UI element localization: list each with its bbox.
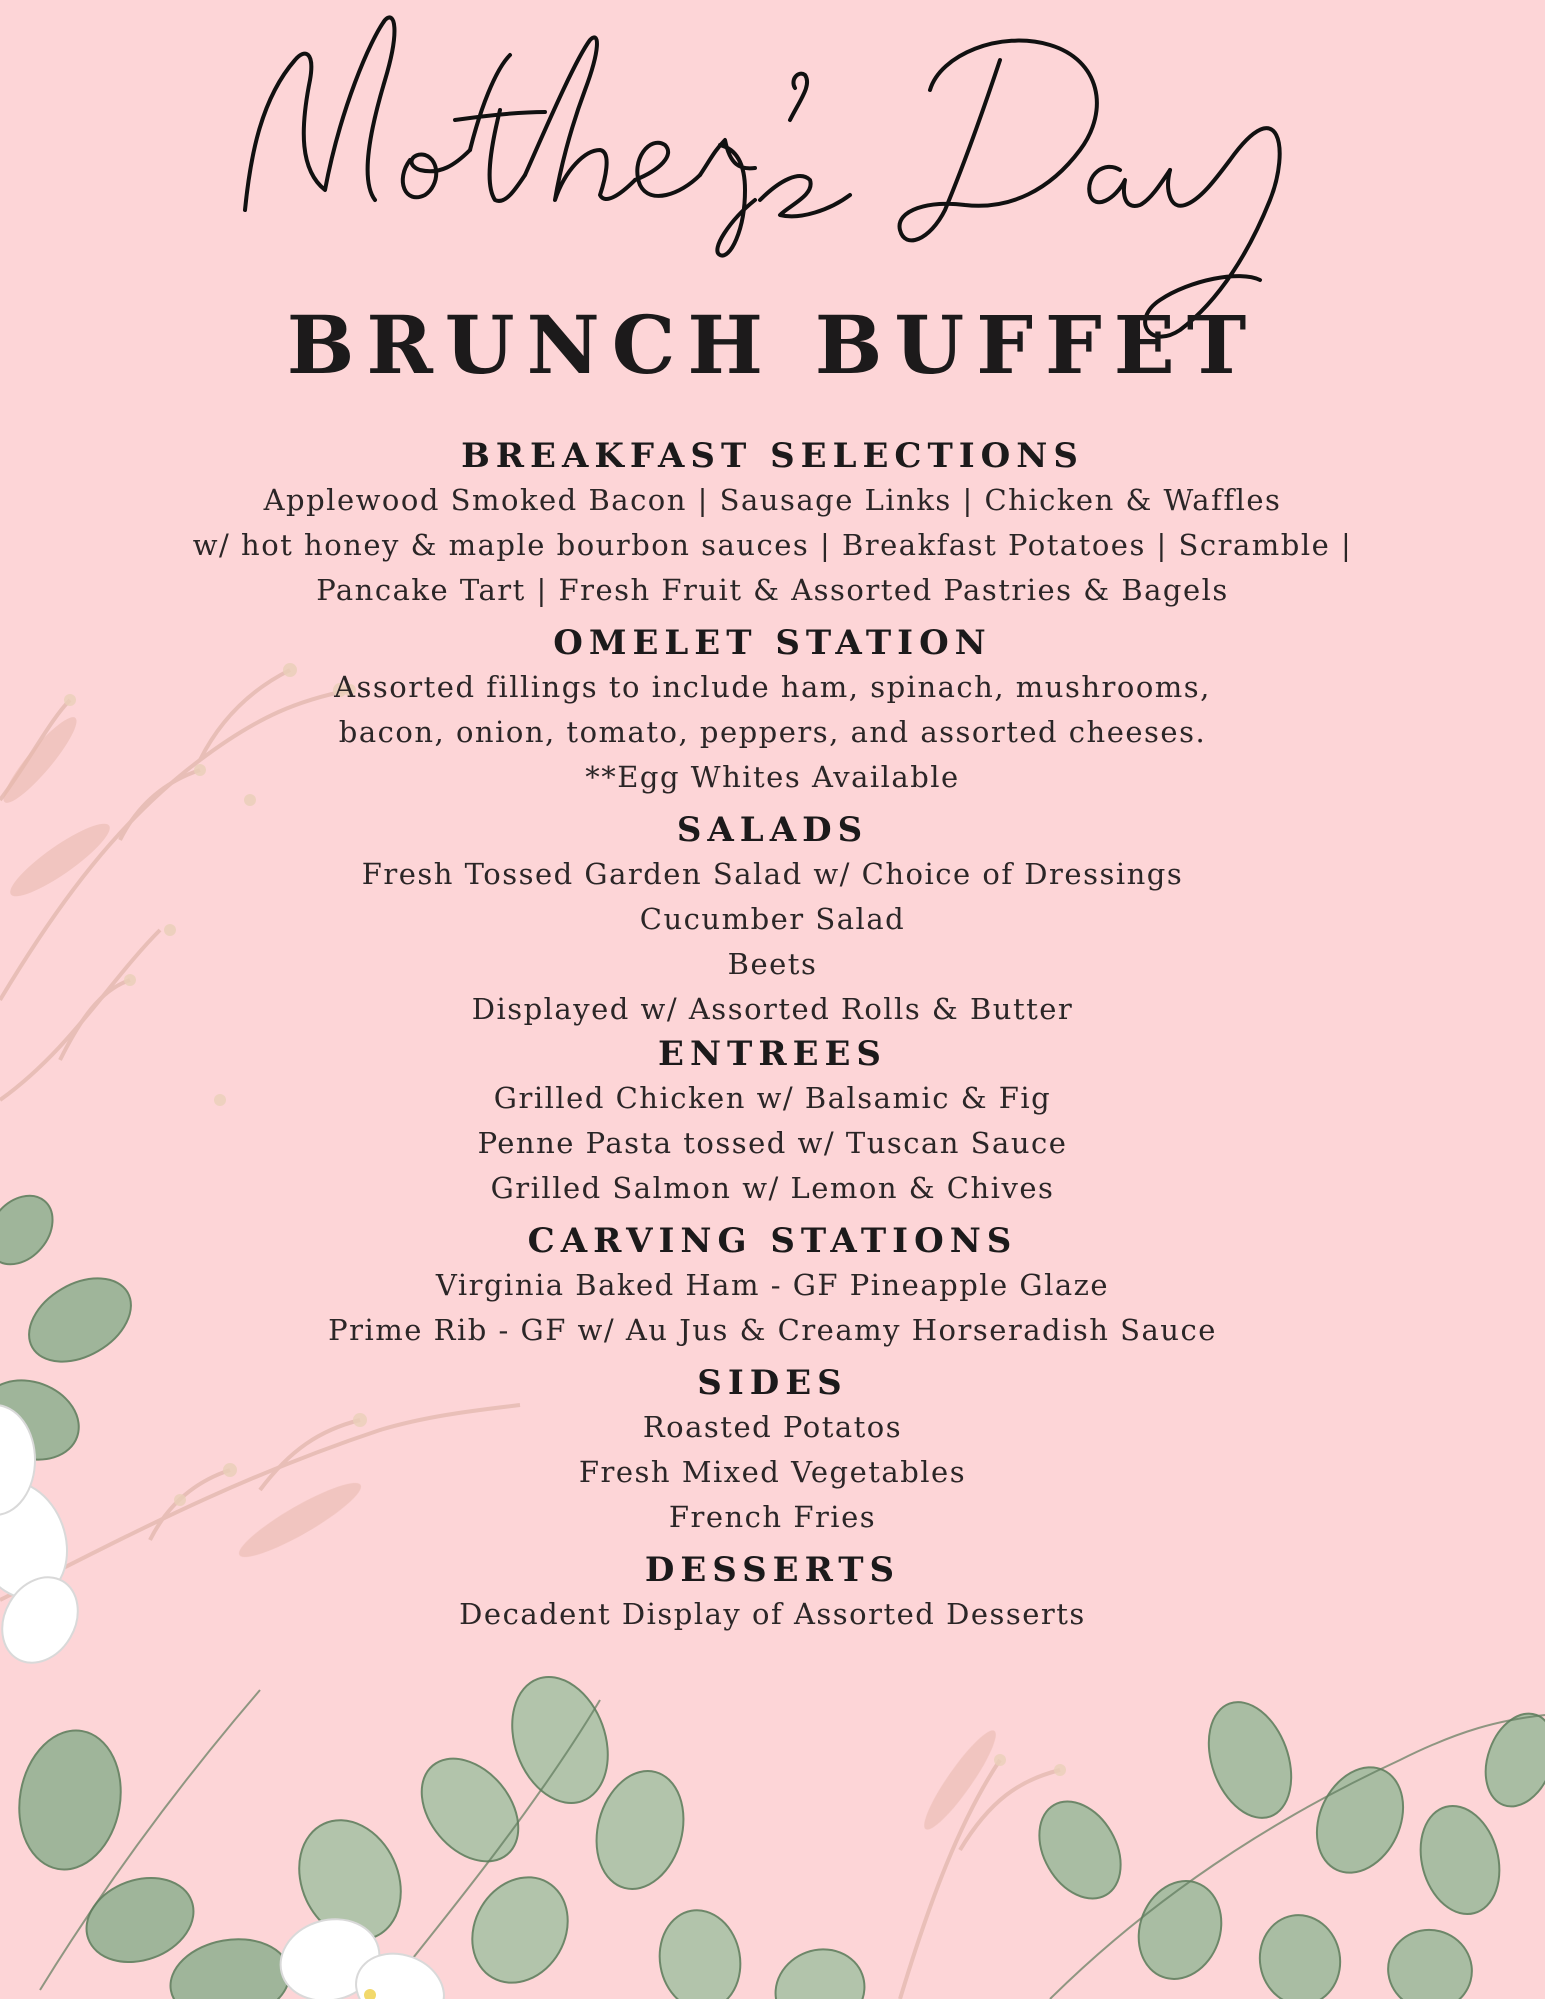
menu-item: Penne Pasta tossed w/ Tuscan Sauce bbox=[477, 1126, 1068, 1160]
section-entrees bbox=[0, 1032, 1545, 1211]
section-salads bbox=[0, 808, 1545, 1032]
menu-item: Pancake Tart | Fresh Fruit & Assorted Pastries & Bagels bbox=[316, 573, 1229, 607]
section-carving-stations bbox=[0, 1219, 1545, 1353]
menu-item: Assorted fillings to include ham, spinach, mushrooms, bbox=[334, 670, 1211, 704]
section-heading: OMELET STATION bbox=[553, 623, 992, 663]
section-breakfast-selections bbox=[0, 434, 1545, 613]
section-heading: CARVING STATIONS bbox=[527, 1221, 1018, 1261]
menu-item: bacon, onion, tomato, peppers, and assorted cheeses. bbox=[338, 715, 1207, 749]
menu-item: Beets bbox=[727, 947, 818, 981]
subtitle: BRUNCH BUFFET bbox=[286, 298, 1259, 392]
menu-item: **Egg Whites Available bbox=[585, 760, 960, 794]
menu-item: Applewood Smoked Bacon | Sausage Links | Chicken & Waffles bbox=[263, 483, 1282, 517]
section-heading: SIDES bbox=[697, 1363, 848, 1403]
section-omelet-station bbox=[0, 621, 1545, 800]
menu-item: Decadent Display of Assorted Desserts bbox=[459, 1597, 1086, 1631]
script-title bbox=[0, 0, 1545, 340]
menu-item: Fresh Mixed Vegetables bbox=[578, 1455, 967, 1489]
section-heading: BREAKFAST SELECTIONS bbox=[461, 436, 1084, 476]
section-heading: SALADS bbox=[676, 810, 869, 850]
menu-item: Roasted Potatos bbox=[642, 1410, 903, 1444]
menu-item: Prime Rib - GF w/ Au Jus & Creamy Horseradish Sauce bbox=[328, 1313, 1217, 1347]
menu-item: Fresh Tossed Garden Salad w/ Choice of Dressings bbox=[361, 857, 1184, 891]
menu-item: French Fries bbox=[668, 1500, 877, 1534]
menu-item: Virginia Baked Ham - GF Pineapple Glaze bbox=[435, 1268, 1110, 1302]
menu-item: Grilled Salmon w/ Lemon & Chives bbox=[490, 1171, 1055, 1205]
menu-item: Cucumber Salad bbox=[639, 902, 906, 936]
menu-item: Grilled Chicken w/ Balsamic & Fig bbox=[493, 1081, 1052, 1115]
menu-item: Displayed w/ Assorted Rolls & Butter bbox=[471, 992, 1074, 1026]
section-desserts bbox=[0, 1548, 1545, 1637]
section-heading: ENTREES bbox=[658, 1034, 887, 1074]
menu-sections bbox=[0, 434, 1545, 1637]
section-heading: DESSERTS bbox=[644, 1550, 901, 1590]
section-sides bbox=[0, 1361, 1545, 1540]
menu-item: w/ hot honey & maple bourbon sauces | Breakfast Potatoes | Scramble | bbox=[192, 528, 1353, 562]
